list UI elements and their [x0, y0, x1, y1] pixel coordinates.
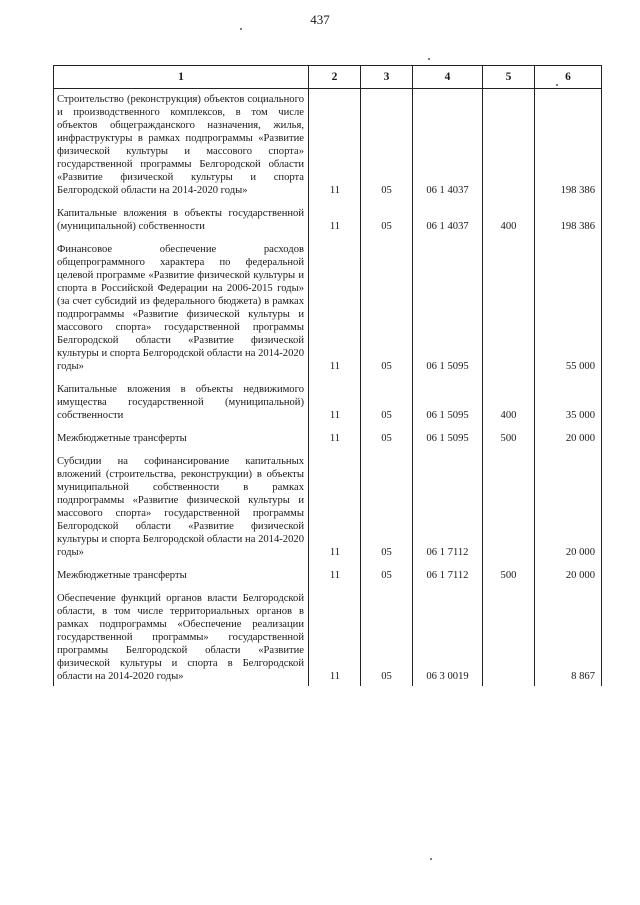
section-code-cell: 11 [309, 428, 361, 451]
row-name-cell: Капитальные вложения в объекты недвижимого имущества государственной (муниципальной) собственности [54, 379, 309, 428]
row-name-cell: Капитальные вложения в объекты государственной (муниципальной) собственности [54, 203, 309, 239]
subsection-code-cell: 05 [361, 451, 413, 565]
amount-cell: 20 000 [535, 565, 602, 588]
column-header: 5 [483, 66, 535, 89]
column-header: 1 [54, 66, 309, 89]
scan-speck [240, 28, 242, 30]
expense-type-cell: 400 [483, 379, 535, 428]
target-article-cell: 06 1 4037 [413, 89, 483, 204]
expense-type-cell [483, 451, 535, 565]
subsection-code-cell: 05 [361, 379, 413, 428]
table-row [54, 451, 602, 565]
expense-type-cell [483, 239, 535, 379]
section-code-cell: 11 [309, 379, 361, 428]
target-article-cell: 06 1 7112 [413, 565, 483, 588]
target-article-cell: 06 3 0019 [413, 588, 483, 686]
subsection-code-cell: 05 [361, 203, 413, 239]
scan-speck [430, 858, 432, 860]
section-code-cell: 11 [309, 239, 361, 379]
subsection-code-cell: 05 [361, 239, 413, 379]
expense-type-cell [483, 89, 535, 204]
amount-cell: 55 000 [535, 239, 602, 379]
subsection-code-cell: 05 [361, 588, 413, 686]
row-name-cell: Обеспечение функций органов власти Белгородской области, в том числе территориальных органов в рамках подпрограммы «Обеспечение реализации государственной программы» государственной программы Белгородской области «Развитие физической культуры и спорта в Белгородской области на 2014-2020 годы» [54, 588, 309, 686]
target-article-cell: 06 1 5095 [413, 239, 483, 379]
row-name-cell: Межбюджетные трансферты [54, 428, 309, 451]
table-row [54, 239, 602, 379]
amount-cell: 35 000 [535, 379, 602, 428]
amount-cell: 198 386 [535, 203, 602, 239]
scan-speck [428, 58, 430, 60]
target-article-cell: 06 1 5095 [413, 428, 483, 451]
row-name-cell: Субсидии на софинансирование капитальных вложений (строительства, реконструкции) в объекты муниципальной собственности в рамках подпрограммы «Развитие физической культуры и массового спорта» государственной программы Белгородской области «Развитие физической культуры и спорта Белгородской области на 2014-2020 годы» [54, 451, 309, 565]
column-header: 4 [413, 66, 483, 89]
table-row [54, 203, 602, 239]
subsection-code-cell: 05 [361, 428, 413, 451]
expense-type-cell [483, 588, 535, 686]
section-code-cell: 11 [309, 588, 361, 686]
section-code-cell: 11 [309, 451, 361, 565]
expense-type-cell: 500 [483, 428, 535, 451]
amount-cell: 20 000 [535, 428, 602, 451]
table-header-row [54, 66, 602, 89]
subsection-code-cell: 05 [361, 565, 413, 588]
row-name-cell: Межбюджетные трансферты [54, 565, 309, 588]
subsection-code-cell: 05 [361, 89, 413, 204]
target-article-cell: 06 1 7112 [413, 451, 483, 565]
column-header: 3 [361, 66, 413, 89]
section-code-cell: 11 [309, 565, 361, 588]
column-header: 6 [535, 66, 602, 89]
table-row [54, 379, 602, 428]
section-code-cell: 11 [309, 89, 361, 204]
target-article-cell: 06 1 5095 [413, 379, 483, 428]
column-header: 2 [309, 66, 361, 89]
target-article-cell: 06 1 4037 [413, 203, 483, 239]
page-number: 437 [310, 12, 330, 27]
table-row [54, 588, 602, 686]
expense-type-cell: 400 [483, 203, 535, 239]
table-row [54, 89, 602, 204]
budget-table [53, 65, 602, 686]
row-name-cell: Строительство (реконструкция) объектов социального и производственного комплексов, в том числе объектов общегражданского назначения, жилья, инфраструктуры в рамках подпрограммы «Развитие физической культуры и массового спорта» государственной программы Белгородской области «Развитие физической культуры и спорта Белгородской области на 2014-2020 годы» [54, 89, 309, 204]
expense-type-cell: 500 [483, 565, 535, 588]
table-row [54, 565, 602, 588]
row-name-cell: Финансовое обеспечение расходов общепрограммного характера по федеральной целевой программе «Развитие физической культуры и спорта в Российской Федерации на 2006-2015 годы» (за счет субсидий из федерального бюджета) в рамках подпрограммы «Развитие физической культуры и массового спорта» государственной программы Белгородской области «Развитие физической культуры и спорта Белгородской области на 2014-2020 годы» [54, 239, 309, 379]
amount-cell: 20 000 [535, 451, 602, 565]
amount-cell: 198 386 [535, 89, 602, 204]
section-code-cell: 11 [309, 203, 361, 239]
amount-cell: 8 867 [535, 588, 602, 686]
table-row [54, 428, 602, 451]
